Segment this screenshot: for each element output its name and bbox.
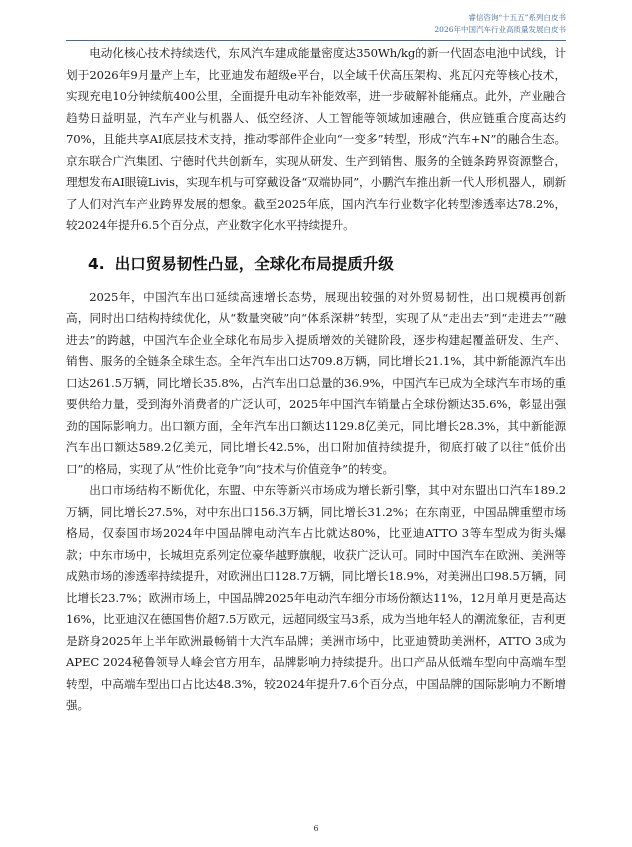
paragraph-export-overview: 2025年，中国汽车出口延续高速增长态势，展现出较强的对外贸易韧性，出口规模再创新高，同时出口结构持续优化，从“数量突破”向“体系深耕”转型，实现了从“走出去”到“走进去”“融进去”的跨越，中国汽车企业全球化布局步入提质增效的关键阶段，逐步构建起覆盖研发、生产、销售、服务的全链条全球生态。全年汽车出口达709.8万辆，同比增长21.1%，其中新能源汽车出口达261.5万辆，同比增长35.8%，占汽车出口总量的36.9%，中国汽车已成为全球汽车市场的重要供给力量，受到海外消费者的广泛认可，2025年中国汽车销量占全球份额达35.6%，彰显出强劲的国际影响力。出口额方面，全年汽车出口额达1129.8亿美元，同比增长28.3%，其中新能源汽车出口额达589.2亿美元，同比增长42.5%，出口附加值持续提升，彻底打破了以往“低价出口”的格局，实现了从“性价比竞争”向“技术与价值竞争”的转变。	[66, 289, 566, 476]
section-heading	[66, 253, 566, 275]
paragraph-export-markets: 出口市场结构不断优化，东盟、中东等新兴市场成为增长新引擎，其中对东盟出口汽车189.2万辆，同比增长27.5%，对中东出口156.3万辆，同比增长31.2%；在东南亚，中国品牌重塑市场格局，仅泰国市场2024年中国品牌电动汽车占比就达80%，比亚迪ATTO 3等车型成为街头爆款；中东市场中，长城坦克系列定位豪华越野旗舰，收获广泛认可。同时中国汽车在欧洲、美洲等成熟市场的渗透率持续提升，对欧洲出口128.7万辆，同比增长18.9%，对美洲出口98.5万辆，同比增长23.7%；欧洲市场上，中国品牌2025年电动汽车细分市场份额达11%，12月单月更是高达16%，比亚迪汉在德国售价超7.5万欧元，远超同级宝马3系，成为当地年轻人的潮流象征，吉利更是跻身2025年上半年欧洲最畅销十大汽车品牌；美洲市场中，比亚迪赞助美洲杯，ATTO 3成为APEC 2024秘鲁领导人峰会官方用车，品牌影响力持续提升。出口产品从低端车型向中高端车型转型，中高端车型出口占比达48.3%，较2024年提升7.6个百分点，中国品牌的国际影响力不断增强。	[66, 483, 566, 712]
running-header	[434, 12, 566, 36]
header-divider	[66, 40, 566, 41]
page-body	[66, 43, 566, 717]
section-title: 出口贸易韧性凸显，全球化布局提质升级	[114, 254, 394, 273]
paragraph-electrification: 电动化核心技术持续迭代，东风汽车建成能量密度达350Wh/kg的新一代固态电池中试线，计划于2026年9月量产上车，比亚迪发布超级e平台，以全域千伏高压架构、兆瓦闪充等核心技术，实现充电10分钟续航400公里，全面提升电动车补能效率，进一步破解补能痛点。此外，产业融合趋势日益明显，汽车产业与机器人、低空经济、人工智能等领域加速融合，供应链重合度高达约70%，且能共享AI底层技术支持，推动零部件企业向“一变多”转型，形成“汽车+N”的融合生态。京东联合广汽集团、宁德时代共创新车，实现从研发、生产到销售、服务的全链条跨界资源整合，理想发布AI眼镜Livis，实现车机与可穿戴设备“双端协同”，小鹏汽车推出新一代人形机器人，刷新了人们对汽车产业跨界发展的想象。截至2025年底，国内汽车行业数字化转型渗透率达78.2%，较2024年提升6.5个百分点，产业数字化水平持续提升。	[66, 46, 566, 232]
section-number: 4.	[88, 254, 105, 273]
header-report-title: 2026年中国汽车行业高质量发展白皮书	[434, 25, 566, 34]
header-series-title: 睿信咨询“十五五”系列白皮书	[468, 13, 566, 22]
page-number: 6	[313, 824, 319, 833]
